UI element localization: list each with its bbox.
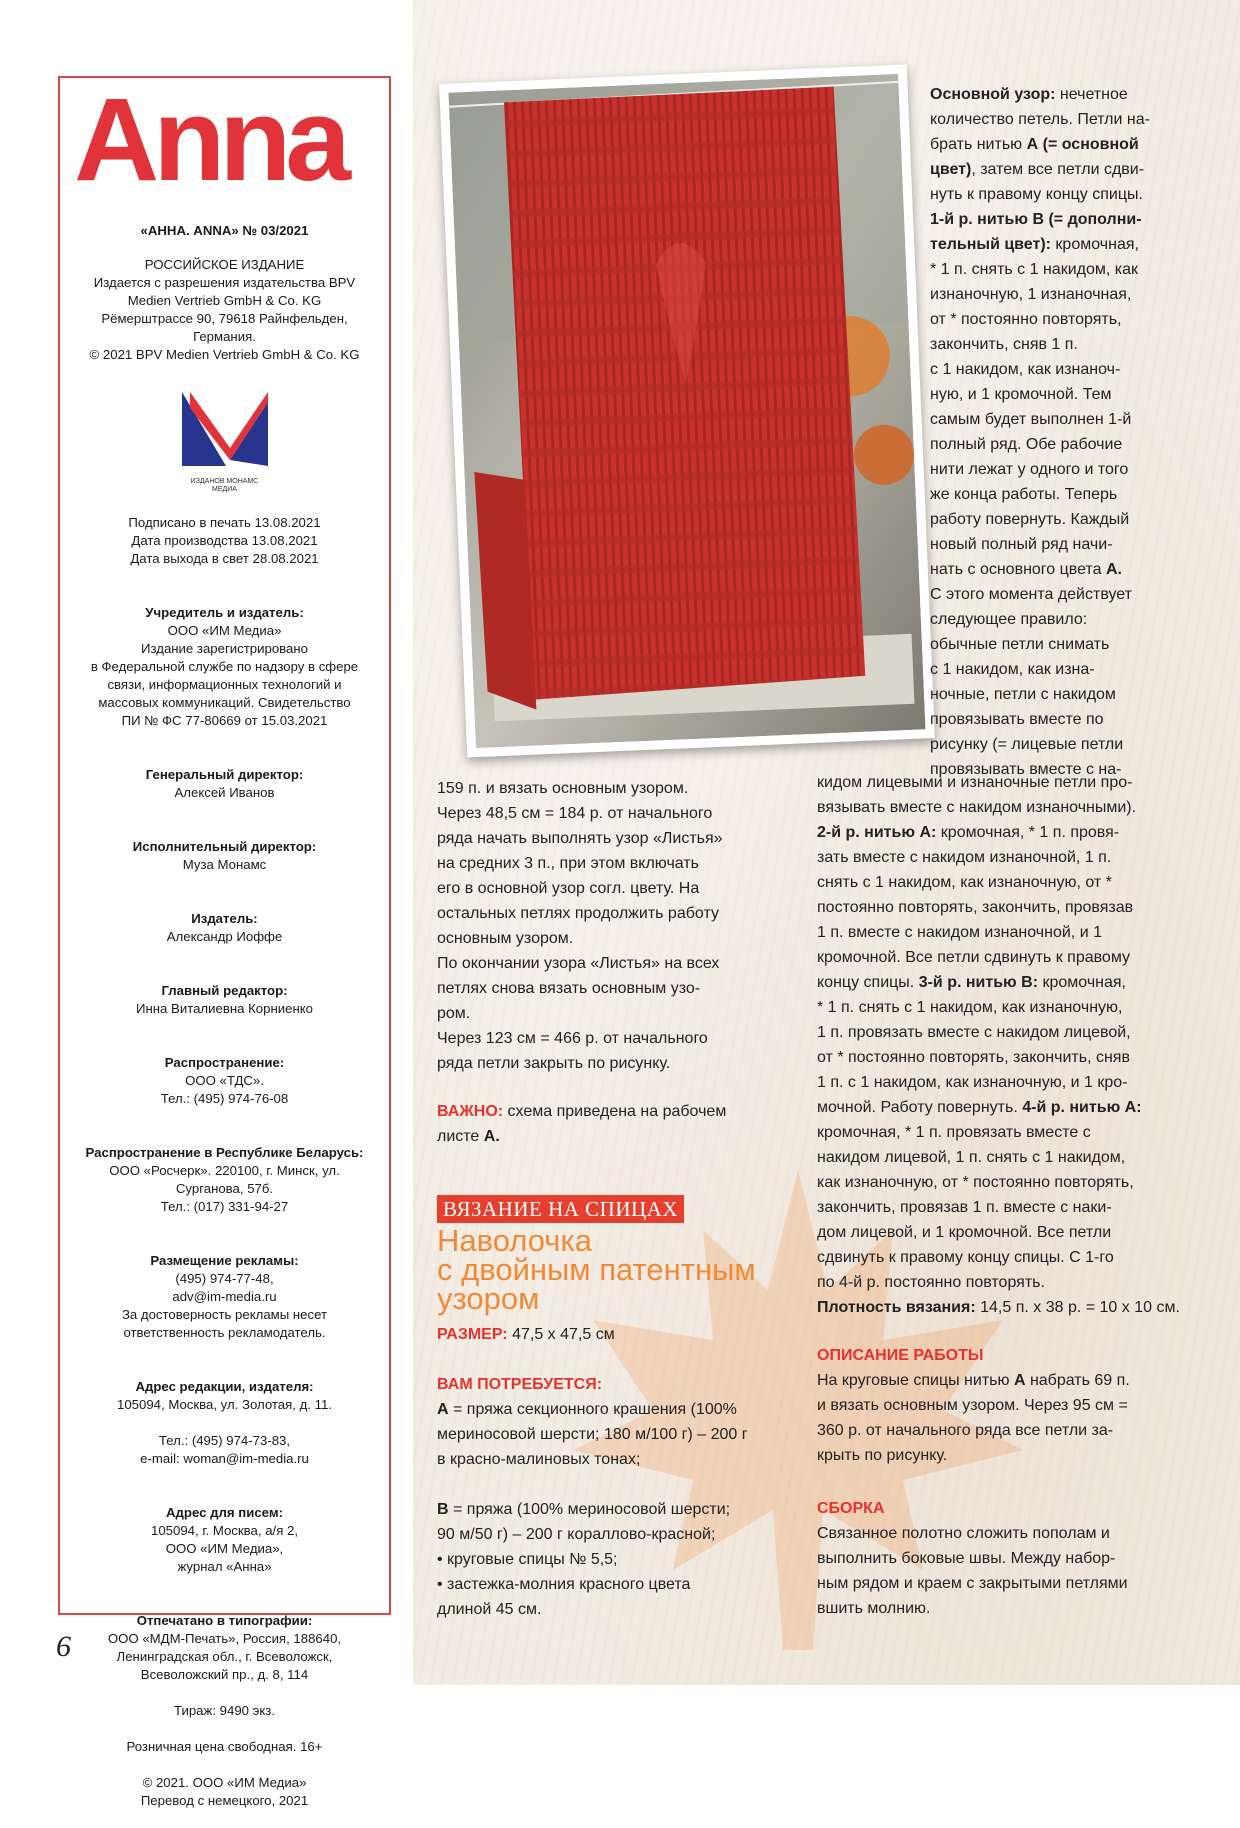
chief-editor-block: Главный редактор: Инна Виталиевна Корниенко [136,983,313,1016]
instructions-line: Через 123 см = 466 р. от начального [437,1030,708,1047]
pattern-bottom-line: кидом лицевыми и изнаночные петли про- [817,774,1133,791]
pattern-top-line: следующее правило: [930,611,1088,628]
important-text: схема приведена на рабочем [503,1103,727,1120]
important-text-3: А. [483,1128,500,1145]
material-line: мериносовой шерсти; 180 м/100 г) – 200 г [437,1426,748,1443]
pattern-top-line: * 1 п. снять с 1 накидом, как [930,261,1139,278]
pattern-bottom-line: 1 п. с 1 накидом, как изнаночную, и 1 кро- [817,1074,1128,1091]
work-description [817,1343,1217,1468]
print-dates: Подписано в печать 13.08.2021 Дата производства 13.08.2021 Дата выхода в свет 28.08.2021 [128,515,321,566]
pattern-top-line: новый полный ряд начи- [930,536,1113,553]
contacts-block: Тел.: (495) 974-73-83, e-mail: woman@im-media.ru [140,1433,309,1466]
distribution-block: Распространение: ООО «ТДС». Тел.: (495) 974-76-08 [160,1055,289,1106]
pattern-bottom-line: 1 п. вместе с накидом изнаночной, и 1 [817,924,1102,941]
pattern-top-line: ную, и 1 кромочной. Тем [930,386,1112,403]
material-line: А = пряжа секционного крашения (100% [437,1401,737,1418]
executive-director-block: Исполнительный директор: Муза Монамс [132,839,317,872]
pattern-top-line: провязывать вместе по [930,711,1104,728]
mail-address-block: Адрес для писем: 105094, г. Москва, а/я 2, ООО «ИМ Медиа», журнал «Анна» [150,1505,298,1574]
materials-heading: ВАМ ПОТРЕБУЕТСЯ: [437,1376,603,1393]
blanket-image [448,74,925,748]
assembly-line: ным рядом и краем с закрытыми петлями [817,1575,1128,1592]
pattern-bottom-line: накидом лицевой, 1 п. снять с 1 накидом, [817,1149,1126,1166]
assembly [817,1496,1217,1621]
pattern-bottom-line: * 1 п. снять с 1 накидом, как изнаночную, [817,999,1123,1016]
price-line: Розничная цена свободная. 16+ [126,1739,323,1754]
important-note [437,1099,807,1149]
pattern-bottom-line: 2-й р. нитью А: кромочная, * 1 п. провя- [817,824,1120,841]
instructions-line: на средних 3 п., при этом включать [437,855,699,872]
pattern-top-line: обычные петли снимать [930,636,1110,653]
section-tag: ВЯЗАНИЕ НА СПИЦАХ [437,1195,684,1223]
instructions-line: ряда начать выполнять узор «Листья» [437,830,723,847]
pattern-top-line: же конца работы. Теперь [930,486,1118,503]
title-line: Наволочка [437,1223,592,1258]
size-value: 47,5 х 47,5 см [507,1326,615,1343]
title-line: узором [437,1281,540,1316]
instructions-line: остальных петлях продолжить работу [437,905,719,922]
pattern-text-top [930,82,1210,782]
pattern-top-line: нити лежат у одного и того [930,461,1129,478]
pattern-top-line: рисунку (= лицевые петли [930,736,1124,753]
title-line: с двойным патентным [437,1252,756,1287]
founder-block: Учредитель и издатель: ООО «ИМ Медиа» Издание зарегистрировано в Федеральной службе по надзору в сфере связи, информационных технологий и массовых коммуникаций. Свидетельство ПИ № ФС 77-80669 от 15.03.2021 [90,605,359,728]
advertising-block: Размещение рекламы: (495) 974-77-48, adv@im-media.ru За достоверность рекламы несет ответственность рекламодатель. [121,1253,328,1340]
printing-house-block: Отпечатано в типографии: ООО «МДМ-Печать», Россия, 188640, Ленинградская обл., г. Всеволожск, Всеволожский пр., д. 8, 114 [107,1613,342,1682]
instructions-line: его в основной узор согл. цвету. На [437,880,700,897]
imprint-text [60,222,389,1828]
instructions-left [437,776,807,1076]
pattern-bottom-line: как изнаночную, от * постоянно повторять, [817,1174,1134,1191]
pattern-bottom-line: зать вместе с накидом изнаночной, 1 п. [817,849,1112,866]
instructions-line: основным узором. [437,930,574,947]
pattern-top-line: нать с основного цвета А. [930,561,1122,578]
pattern-top-line: провязывать вместе с на- [930,761,1122,778]
circulation: Тираж: 9490 экз. [173,1703,276,1718]
blanket-photo [439,64,935,757]
pattern-title [437,1223,817,1316]
publisher-block: Издатель: Александр Иоффе [166,911,283,944]
pattern-bottom-line: от * постоянно повторять, закончить, сняв [817,1049,1130,1066]
assembly-line: выполнить боковые швы. Между набор- [817,1550,1116,1567]
pattern-top-line: количество петель. Петли на- [930,111,1150,128]
instructions-line: 159 п. и вязать основным узором. [437,780,689,797]
assembly-line: Связанное полотно сложить пополам и [817,1525,1110,1542]
pattern-bottom-line: кромочная, * 1 п. провязать вместе с [817,1124,1091,1141]
pattern-top-line: С этого момента действует [930,586,1132,603]
pattern-top-line: с 1 накидом, как изнаноч- [930,361,1121,378]
pattern-top-line: с 1 накидом, как изна- [930,661,1095,678]
material-line: длиной 45 см. [437,1601,542,1618]
work-desc-line: крыть по рисунку. [817,1447,948,1464]
instructions-line: По окончании узора «Листья» на всех [437,955,720,972]
material-line: • круговые спицы № 5,5; [437,1551,618,1568]
pattern-bottom-line: снять с 1 накидом, как изнаночную, от * [817,874,1112,891]
work-desc-line: На круговые спицы нитью А набрать 69 п. [817,1372,1130,1389]
pattern-top-line: Основной узор: нечетное [930,86,1128,103]
publisher-logo-icon [180,382,270,474]
imprint-box [58,76,391,1808]
material-line: в красно-малиновых тонах; [437,1451,641,1468]
pattern-bottom-line: закончить, провязав 1 п. вместе с наки- [817,1199,1112,1216]
assembly-line: вшить молнию. [817,1600,931,1617]
material-line: В = пряжа (100% мериносовой шерсти; [437,1501,731,1518]
pattern-top-line: закончить, сняв 1 п. [930,336,1078,353]
copyright: © 2021. ООО «ИМ Медиа» Перевод с немецкого, 2021 [140,1775,309,1808]
pattern-bottom-line: по 4-й р. постоянно повторять. [817,1274,1045,1291]
general-director-block: Генеральный директор: Алексей Иванов [145,767,304,800]
distribution-belarus-block: Распространение в Республике Беларусь: ООО «Росчерк». 220100, г. Минск, ул. Сурганова, 57б. Тел.: (017) 331-94-27 [85,1145,364,1214]
publisher-logo-caption: ИЗДАНОВ МОНАМС МЕДИА [190,478,259,493]
pattern-bottom-line: концу спицы. 3-й р. нитью В: кромочная, [817,974,1126,991]
pattern-top-line: изнаночную, 1 изнаночная, [930,286,1132,303]
material-line [437,1472,807,1497]
size-label: РАЗМЕР: [437,1326,508,1343]
page-number: 6 [56,1630,71,1663]
work-desc-line: 360 р. от начального ряда все петли за- [817,1422,1114,1439]
pattern-bottom-line: мочной. Работу повернуть. 4-й р. нитью А: [817,1099,1142,1116]
anna-logo [70,88,382,192]
pattern-bottom-line: сдвинуть к правому концу спицы. С 1-го [817,1249,1114,1266]
size [437,1322,807,1347]
instructions-line: ром. [437,1005,471,1022]
pattern-top-line: нуть к правому концу спицы. [930,186,1143,203]
pattern-text-bottom [817,770,1217,1320]
important-label: ВАЖНО: [437,1103,504,1120]
pattern-bottom-line: постоянно повторять, закончить, провязав [817,899,1134,916]
work-desc-line: и вязать основным узором. Через 95 см = [817,1397,1128,1414]
pattern-top-line: от * постоянно повторять, [930,311,1122,328]
edition-info: РОССИЙСКОЕ ИЗДАНИЕ Издается с разрешения издательства BPV Medien Vertrieb GmbH & Co. KG Рёмерштрассе 90, 79618 Райнфельден, Германия. © 2021 BPV Medien Vertrieb GmbH & Co. KG [89,257,360,362]
pattern-top-line: полный ряд. Обе рабочие [930,436,1123,453]
editorial-address-block: Адрес редакции, издателя: 105094, Москва, ул. Золотая, д. 11. [117,1379,332,1412]
work-desc-heading: ОПИСАНИЕ РАБОТЫ [817,1347,984,1364]
pattern-top-line: 1-й р. нитью В (= дополни- [930,211,1142,228]
instructions-line: Через 48,5 см = 184 р. от начального [437,805,713,822]
pattern-bottom-line: вязывать вместе с накидом изнаночными). [817,799,1137,816]
instructions-line: петлях снова вязать основным узо- [437,980,701,997]
pattern-bottom-line: 1 п. провязать вместе с накидом лицевой, [817,1024,1131,1041]
svg-text:Anna: Anna [74,88,345,192]
pattern-top-line: тельный цвет): кромочная, [930,236,1139,253]
pattern-top-line: ночные, петли с накидом [930,686,1116,703]
pattern-top-line: самым будет выполнен 1-й [930,411,1132,428]
issue-line: «АННА. ANNA» № 03/2021 [140,223,309,238]
material-line: • застежка-молния красного цвета [437,1576,691,1593]
material-line: 90 м/50 г) – 200 г кораллово-красной; [437,1526,716,1543]
pattern-top-line: цвет), затем все петли сдви- [930,161,1145,178]
materials [437,1372,807,1622]
pattern-bottom-line: кромочной. Все петли сдвинуть к правому [817,949,1131,966]
assembly-heading: СБОРКА [817,1500,885,1517]
pattern-top-line: брать нитью А (= основной [930,136,1139,153]
important-text-2: листе [437,1128,484,1145]
pattern-top-line: работу повернуть. Каждый [930,511,1130,528]
pattern-bottom-line: Плотность вязания: 14,5 п. х 38 р. = 10 х 10 см. [817,1299,1180,1316]
instructions-line: ряда петли закрыть по рисунку. [437,1055,671,1072]
pattern-bottom-line: дом лицевой, и 1 кромочной. Все петли [817,1224,1112,1241]
